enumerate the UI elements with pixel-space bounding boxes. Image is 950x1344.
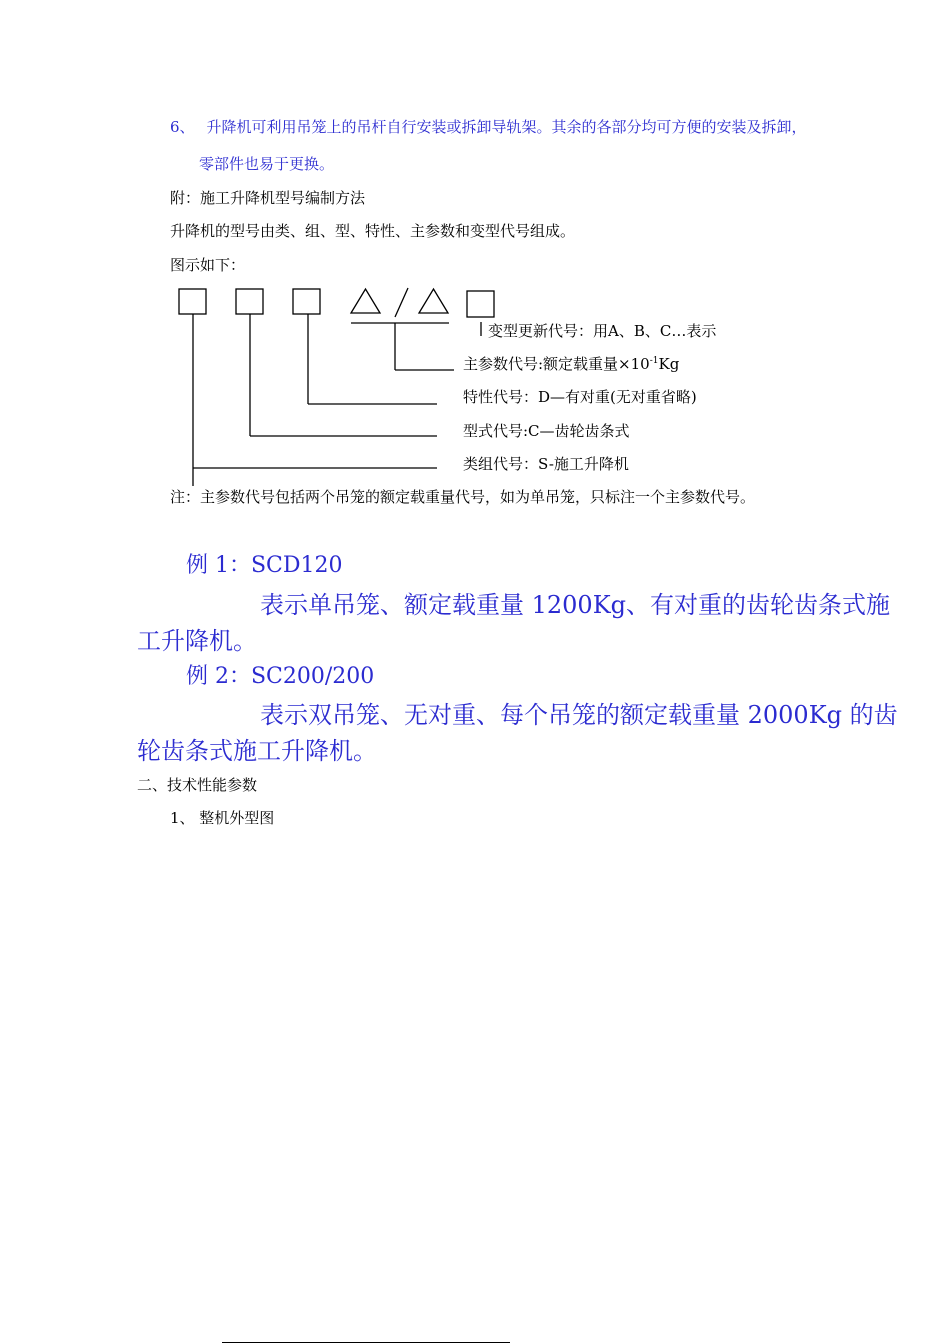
label-variant: 变型更新代号：用A、B、C…表示 [488, 322, 717, 340]
code-slash [395, 288, 408, 317]
code-triangle-2 [419, 289, 448, 313]
example2-title: 例 2：SC200/200 [186, 664, 375, 689]
label-feature: 特性代号：D—有对重(无对重省略) [463, 388, 697, 406]
note: 注：主参数代号包括两个吊笼的额定载重量代号，如为单吊笼，只标注一个主参数代号。 [170, 488, 756, 506]
example1-desc-line1: 表示单吊笼、额定载重量 1200Kg、有对重的齿轮齿条式施 [260, 591, 890, 619]
label-main-param-prefix: 主参数代号:额定载重量×10 [463, 355, 650, 373]
model-intro: 升降机的型号由类、组、型、特性、主参数和变型代号组成。 [170, 222, 576, 240]
example2-desc-line1: 表示双吊笼、无对重、每个吊笼的额定载重量 2000Kg 的齿 [260, 701, 898, 729]
label-main-param [463, 353, 679, 374]
item6-text-line1: 升降机可利用吊笼上的吊杆自行安装或拆卸导轨架。其余的各部分均可方便的安装及拆卸， [206, 118, 807, 136]
label-type: 型式代号:C—齿轮齿条式 [463, 422, 630, 440]
item6-line2: 零部件也易于更换。 [199, 155, 335, 173]
subsection1-title: 1、 整机外型图 [170, 809, 275, 827]
appendix-title: 附：施工升降机型号编制方法 [170, 189, 366, 207]
item6-number: 6、 [170, 118, 195, 136]
label-main-param-exp: -1 [649, 356, 659, 366]
code-box-feature [293, 289, 320, 314]
code-triangle-1 [351, 289, 380, 313]
example1-title: 例 1：SCD120 [186, 553, 343, 578]
code-box-type [236, 289, 263, 314]
code-box-variant [467, 291, 494, 317]
label-main-param-unit: Kg [658, 355, 680, 373]
diagram-intro: 图示如下： [170, 256, 246, 274]
example2-desc-line2: 轮齿条式施工升降机。 [137, 737, 377, 765]
section2-title: 二、技术性能参数 [137, 776, 258, 794]
footer-rule [222, 1342, 510, 1343]
code-box-class [179, 289, 206, 314]
example1-desc-line2: 工升降机。 [137, 627, 257, 655]
label-group: 类组代号：S-施工升降机 [463, 455, 629, 473]
